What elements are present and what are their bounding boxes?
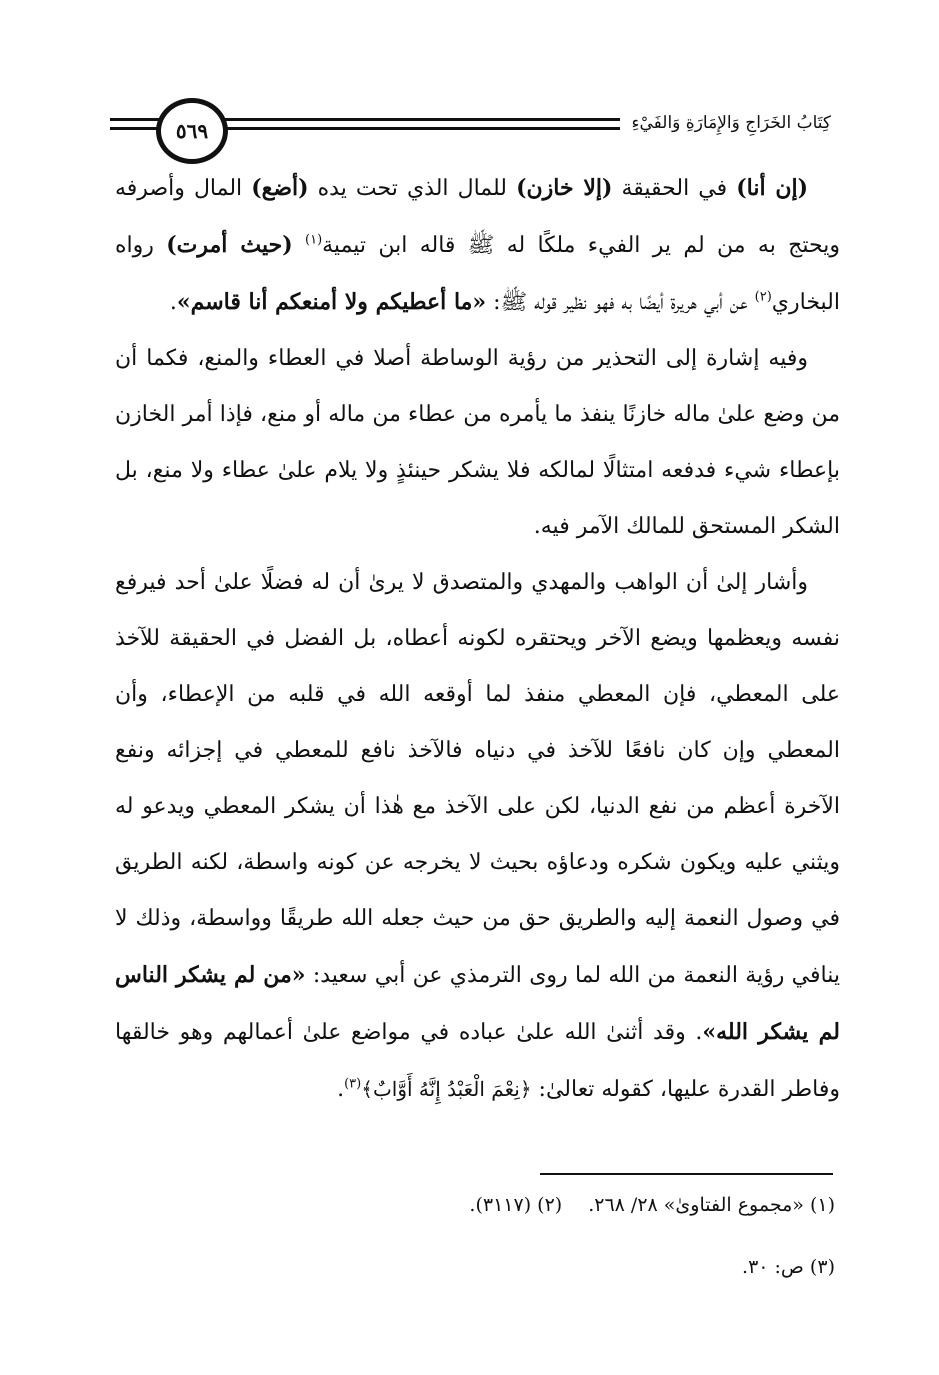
main-text bbox=[115, 160, 840, 1118]
text-run: . bbox=[169, 290, 177, 315]
text-run: عن أبي هريرة أيضًا به فهو نظير قوله ﷺ: bbox=[486, 290, 755, 315]
footnote-ref-1: (١) bbox=[305, 232, 323, 248]
text-run: . bbox=[337, 1077, 345, 1102]
quoted-phrase: (أضع) bbox=[251, 175, 309, 201]
hadith-quote: «من لم يشكر الناس لم يشكر الله» bbox=[115, 962, 841, 1045]
footnote-separator bbox=[540, 1173, 833, 1175]
footnotes bbox=[115, 1188, 835, 1312]
text-run bbox=[293, 233, 305, 258]
footnote-2: (٢) (٣١١٧). bbox=[469, 1194, 563, 1216]
paragraph-3 bbox=[115, 555, 840, 1118]
footnote-ref-3: (٣) bbox=[344, 1076, 362, 1092]
text-run: وأشار إلىٰ أن الواهب والمهدي والمتصدق لا يرىٰ أن له فضلًا علىٰ أحد فيرفع نفسه ويعظمها ويضع الآخر ويحتقره لكونه أعطاه، بل الفضل في الحقيقة للآخذ على المعطي، فإن المعطي منفذ لما أوقعه الله في قلبه من الإعطاء، وأن المعطي وإن كان نافعًا للآخذ في دنياه فالآخذ نافع للمعطي في إجزائه ونفع الآخرة أعظم من نفع الدنيا، لكن على الآخذ مع هٰذا أن يشكر المعطي ويدعو له ويثني عليه ويكون شكره ودعاؤه بحيث لا يخرجه عن كونه واسطة، لكنه الطريق في وصول النعمة إليه والطريق حق من حيث جعله الله طريقًا وواسطة، وذلك لا ينافي رؤية النعمة من الله لما روى الترمذي عن أبي سعيد: bbox=[115, 570, 840, 988]
text-run: . وقد أثنىٰ الله علىٰ عباده في مواضع علىٰ أعمالهم وهو خالقها وفاطر القدرة عليها، كقوله تعالىٰ: bbox=[115, 1020, 840, 1102]
page-header bbox=[110, 98, 835, 160]
text-run: المال وأصرفه ويحتج به من لم ير الفيء ملكًا له ﷺ قاله ابن تيمية bbox=[115, 176, 840, 258]
text-run: للمال الذي تحت يده bbox=[308, 176, 517, 201]
footnote-1: (١) «مجموع الفتاوىٰ» ٢٨/ ٢٦٨. bbox=[588, 1194, 835, 1216]
text-run: في الحقيقة bbox=[612, 176, 737, 201]
hadith-quote: «ما أعطيكم ولا أمنعكم أنا قاسم» bbox=[176, 289, 487, 315]
quoted-phrase: (إلا خازن) bbox=[516, 175, 613, 201]
running-book-title: كِتَابُ الخَرَاجِ وَالإِمَارَةِ وَالفَيْءِ bbox=[620, 103, 835, 143]
quran-verse: ﴿نِعْمَ الْعَبْدُ إِنَّهُ أَوَّابٌ﴾ bbox=[361, 1077, 532, 1101]
footnote-ref-2: (٢) bbox=[754, 289, 772, 305]
paragraph-2: وفيه إشارة إلى التحذير من رؤية الوساطة أصلا في العطاء والمنع، فكما أن من وضع علىٰ ماله خازنًا ينفذ ما يأمره من عطاء من ماله أو منع، فإذا أمر الخازن بإعطاء شيء فدفعه امتثالًا لمالكه فلا يشكر حينئذٍ ولا يلام علىٰ عطاء ولا منع، بل الشكر المستحق للمالك الآمر فيه. bbox=[115, 346, 840, 539]
footnote-line bbox=[115, 1188, 835, 1222]
quoted-phrase: (حيث أمرت) bbox=[166, 232, 293, 258]
page-number-badge: ٥٦٩ bbox=[156, 98, 228, 164]
text-run: رواه البخاري bbox=[115, 233, 840, 315]
footnote-line bbox=[115, 1250, 835, 1284]
footnote-3: (٣) ص: ٣٠. bbox=[742, 1256, 835, 1278]
quoted-phrase: (إن أنا) bbox=[736, 175, 808, 201]
paragraph-1 bbox=[115, 160, 840, 331]
